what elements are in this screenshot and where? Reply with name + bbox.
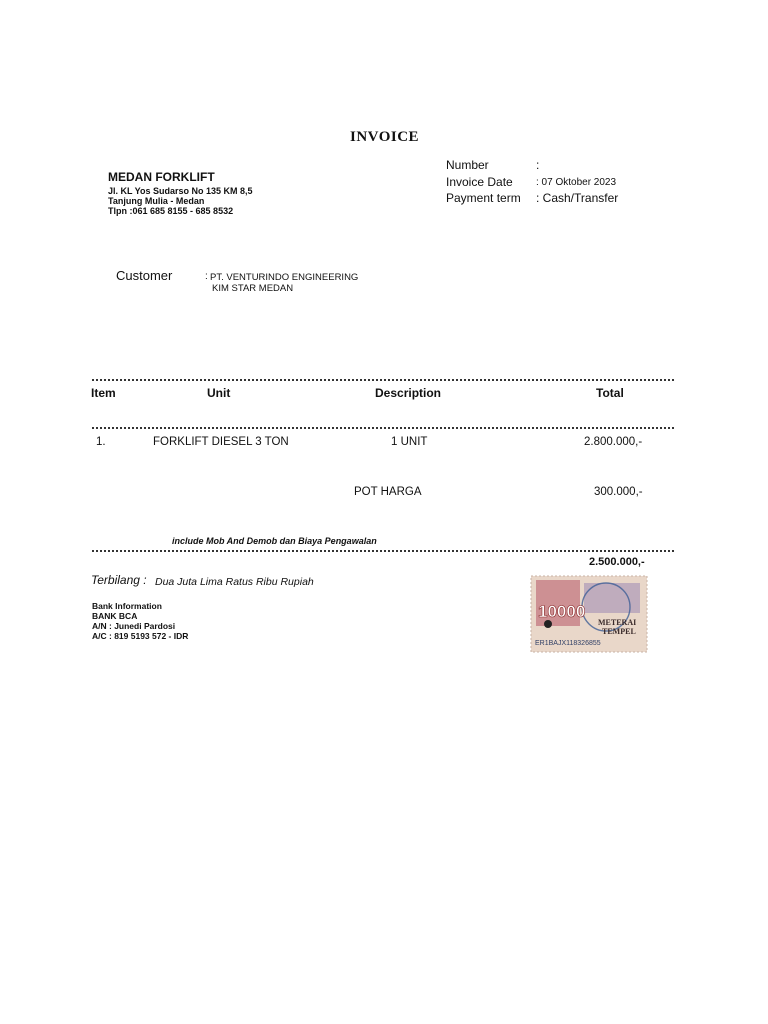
payment-term-value: : Cash/Transfer (536, 191, 619, 205)
bank-account-number: A/C : 819 5193 572 - IDR (92, 631, 189, 641)
bank-account-name: A/N : Junedi Pardosi (92, 621, 176, 631)
row-item-number: 1. (96, 436, 106, 448)
company-name: MEDAN FORKLIFT (108, 170, 215, 184)
terbilang-value: Dua Juta Lima Ratus Ribu Rupiah (155, 576, 314, 588)
company-address-2: Tanjung Mulia - Medan (108, 196, 205, 206)
col-header-item: Item (91, 386, 116, 400)
row-description: 1 UNIT (391, 436, 428, 448)
stamp-hole (544, 620, 552, 628)
col-header-total: Total (596, 386, 624, 400)
stamp-text-1: METERAI (598, 618, 637, 627)
col-header-unit: Unit (207, 386, 231, 400)
customer-colon: : (205, 271, 208, 282)
invoice-date-value: : 07 Oktober 2023 (536, 177, 617, 188)
row-total: 2.800.000,- (584, 436, 643, 448)
meterai-stamp (530, 575, 648, 653)
invoice-title: INVOICE (350, 129, 420, 145)
terbilang-label: Terbilang : (91, 573, 147, 587)
customer-name: PT. VENTURINDO ENGINEERING (210, 272, 359, 283)
company-phone: Tlpn :061 685 8155 - 685 8532 (108, 206, 234, 216)
company-address-1: Jl. KL Yos Sudarso No 135 KM 8,5 (108, 186, 253, 196)
number-label: Number (446, 158, 489, 172)
customer-location: KIM STAR MEDAN (212, 283, 294, 294)
stamp-serial: ER1BAJX118326855 (535, 640, 601, 647)
discount-total: 300.000,- (594, 486, 643, 498)
header-bottom-rule (92, 427, 674, 429)
service-note: include Mob And Demob dan Biaya Pengawalan (172, 536, 377, 546)
number-colon: : (536, 158, 540, 172)
col-header-description: Description (375, 386, 442, 400)
stamp-value: 10000 (538, 602, 586, 621)
row-unit: FORKLIFT DIESEL 3 TON (153, 436, 289, 448)
customer-label: Customer (116, 268, 173, 283)
bank-info-title: Bank Information (92, 601, 162, 611)
table-top-rule (92, 379, 674, 381)
payment-term-label: Payment term (446, 191, 521, 205)
stamp-text-2: TEMPEL (602, 627, 636, 636)
discount-label: POT HARGA (354, 486, 422, 498)
grand-total: 2.500.000,- (589, 556, 645, 568)
invoice-date-label: Invoice Date (446, 175, 513, 189)
table-bottom-rule (92, 550, 674, 552)
bank-name: BANK BCA (92, 611, 138, 621)
